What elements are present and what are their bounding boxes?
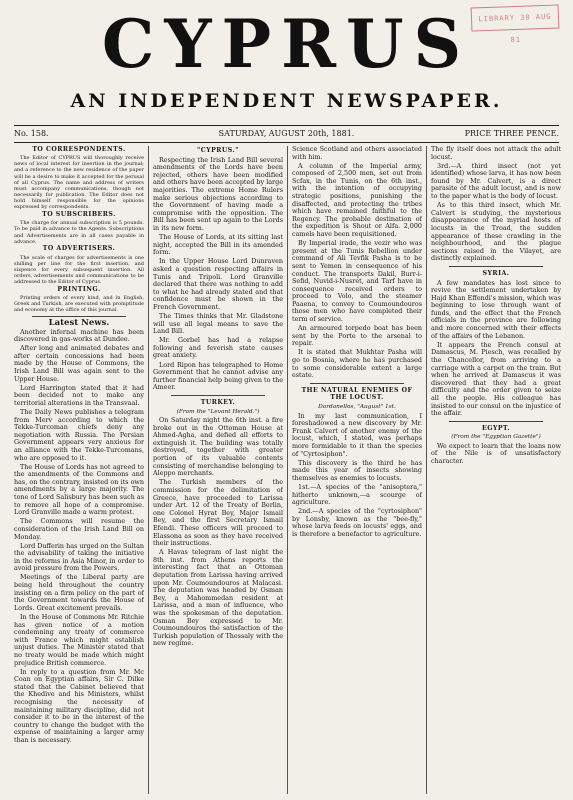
article-paragraph: We expect to learn that the loans now of the Nile is of unsatisfactory character. <box>431 441 561 466</box>
column-rule <box>287 146 288 794</box>
news-item: In the House of Commons Mr. Ritchie has given notice of a motion condemning any treaty of commerce with France which might establish unjust duties. The Minister stated that no treaty would be made which might prejudice British commerce. <box>14 612 144 667</box>
news-item: Lord Harrington stated that it had been decided not to make any territorial alterations in the Transvaal. <box>14 383 144 407</box>
divider <box>449 266 543 267</box>
article-paragraph: It is stated that Mukhtar Pasha will go to Bosnia, where he has purchased to some considerable extent a large estate. <box>292 348 422 380</box>
column-rule <box>148 146 149 794</box>
article-paragraph: 2nd.—A species of the "cyrtosiphon" by Lonsby, known as the "bee-fly," whose larva feeds on locusts' eggs, and is therefore a benefactor to agriculture. <box>292 507 422 538</box>
news-item: The Daily News publishes a telegram from Merv according to which the Tekke-Turcoman chiefs deny any negotiation with Russia. The Persian Government appears very anxious for an alliance with the Tekke-Turcomans, who are opposed to it. <box>14 408 144 462</box>
masthead-subtitle: AN INDEPENDENT NEWSPAPER. <box>70 90 503 112</box>
article-paragraph: Science Scotland and others associated with him. <box>292 146 422 161</box>
article-paragraph: This discovery is the third he has made this year of insects showing themselves as enemies to locusts. <box>292 458 422 482</box>
article-paragraph: The House of Lords, at its sitting last night, accepted the Bill in its amended form. <box>153 233 283 257</box>
issue-number: No. 158. <box>14 129 49 138</box>
article-paragraph: 3rd.—A third insect (not yet identified) whose larva, it has now been found by Mr. Calvert, is a direct parasite of the adult locust, and is now to the paper what is the body of locust. <box>431 161 561 201</box>
article-source: (From the "Levant Herald.") <box>176 408 260 415</box>
news-item: Meetings of the Liberal party are being held throughout the country insisting on a firm policy on the part of the Government towards the House of Lords. Great excitement prevails. <box>14 573 144 612</box>
issue-price: PRICE THREE PENCE. <box>464 129 559 138</box>
issue-date: SATURDAY, AUGUST 20th, 1881. <box>218 129 355 138</box>
article-paragraph: In the Upper House Lord Dunraven asked a question respecting affairs in Tunis and Tripoli. Lord Granville declared that there was nothing to add to what he had already stated and that confidence must be shown in the French Government. <box>153 257 283 311</box>
library-stamp: LIBRARY 30 AUG 81 <box>471 4 560 31</box>
dateline <box>14 125 559 143</box>
article-paragraph: Mr. Gorbel has had a relapse following and feverish state causes great anxiety. <box>153 336 283 360</box>
section-heading: PRINTING. <box>57 285 101 293</box>
news-item: Lord Dufferin has urged on the Sultan the advisability of taking the initiative in the reforms in Asia Minor, in order to avoid pressure from the Powers. <box>14 541 144 573</box>
article-paragraph: As to this third insect, which Mr. Calvert is studying, the mysterious disappearance of the myriad hosts of locusts in the Troad, the sudden appearance of these crawling in the neighbourhood, and the plague sections raised in the Vilayet, are distinctly explained. <box>431 201 561 263</box>
article-paragraph: On Saturday night the 6th inst. a fire broke out in the Ottoman House at Ahmed-Agha, and defied all efforts to extinguish it. The building was totally destroyed, together with greater portion of its valuable contents consisting of merchandise belonging to Aleppo merchants. <box>153 416 283 478</box>
divider <box>171 395 265 396</box>
article-paragraph: 1st.—A species of the "anisoptera," hitherto unknown,—a scourge of agriculture. <box>292 482 422 507</box>
article-paragraph: The Turkish members of the commission for the delimitation of Greece, have proceeded to Larissa under Art. 12 of the Treaty of Berlin, one Colonel Hyrat Bey, Major Ismail Bey, and the first Secretary Ismail Efendi. These officers will proceed to Elassona as soon as they have received their instructions. <box>153 478 283 548</box>
section-heading: THE NATURAL ENEMIES OF THE LOCUST. <box>301 386 413 402</box>
article-source: Dardanellos, "August" 1st. <box>318 404 396 410</box>
article-paragraph: By Imperial irade, the vezir who was present at the Tunis Rebellion under command of Ali Tevfik Pasha is to be sent to Yemen in consequence of his conduct. The transports Dakil, Burr-i-Sefid, Nuvid-i-Nusret, and Tarf have in consequence received orders to proceed to Volo, and the steamer Paaena, to convey to Coumoundouros those men who have completed their term of service. <box>292 239 422 324</box>
column-1 <box>14 146 144 794</box>
news-item: The House of Lords has not agreed to the amendments of the Commons and has, on the contrary, insisted on its own amendments by a large majority. The tone of Lord Salisbury has been such as to remove all hope of a compromise. Lord Granville made a warm protest. <box>14 462 144 517</box>
latest-news-heading: Latest News. <box>48 318 110 329</box>
divider <box>449 421 543 422</box>
section-heading: TURKEY. <box>200 398 236 406</box>
news-item: In reply to a question from Mr. Mc Coan on Egyptian affairs, Sir C. Dilke stated that the Cabinet believed that the Khedive and his Ministers, whilst recognising the necessity of maintaining military discipline, did not consider it to be in the interest of the country to change the budget with the expense of maintaining a larger army than is necessary. <box>14 667 144 744</box>
article-paragraph: A Havas telegram of last night the 8th inst. from Athens reports the interesting fact that an Ottoman deputation from Larissa having arrived upon Mr. Coumoundouros at Malacasi. The deputation was headed by Osman Bey, a Mahommedan resident at Larissa, and a man of influence, who was the spokesman of the deputation. Osman Bey expressed to Mr. Coumoundouros the satisfaction of the Turkish population of Thessaly with the new regime. <box>153 548 283 648</box>
article-paragraph: A column of the Imperial army, composed of 2,500 men, set out from Scfax, in the Tunis, on the 6th inst., with the intention of occupying strategic positions, punishing the disaffected, and protecting the tribes which have remained faithful to the Regency. The probable destination of the expedition is Shout or Alfa. 2,000 camels have been requisitioned. <box>292 161 422 239</box>
article-paragraph: It appears the French consul at Damascus, M. Piesch, was recalled by the Chancellor, from arriving to a carriage with a carpet on the train. But when he arrived at Damascus it was discovered that they had a great difficulty and the order given to seize all the people. His colleague has insisted to our consul on the injustice of the affair. <box>431 340 561 418</box>
notice-text: The scale of charges for advertisements is one shilling per line for the first insertion, and sixpence for every subsequent insertion. All orders, advertisements and communications to be addressed to the Editor of Cyprus. <box>14 254 144 286</box>
notice-text: Printing orders of every kind, and in English, Greek and Turkish, are executed with promptitude and economy at the office of this journal. <box>14 294 144 314</box>
article-paragraph: Lord Ripon has telegraphed to Home Government that he cannot advise any further financial help being given to the Ameer. <box>153 360 283 392</box>
column-2 <box>153 146 283 794</box>
section-heading: SYRIA. <box>482 269 510 277</box>
column-rule <box>426 146 427 794</box>
column-4 <box>431 146 561 794</box>
section-heading: TO SUBSCRIBERS. <box>42 211 116 219</box>
article-paragraph: An armoured torpedo boat has been sent by the Porte to the arsenal to repair. <box>292 324 422 348</box>
article-paragraph: A few mandates has lost since to revive the settlement undertaken by Hajd Khan Effendi's mission, which was beginning to lose through want of funds, and the effect that the French officials in the province are following and more concerned with their effects of the affairs of the Lebanon. <box>431 278 561 340</box>
section-heading: EGYPT. <box>481 424 511 432</box>
divider <box>310 383 404 384</box>
section-heading: TO ADVERTISERS. <box>42 245 116 253</box>
article-source: (From the "Egyptian Gazette") <box>451 434 541 441</box>
notice-text: The Editor of CYPRUS will thoroughly receive news of local interest for insertion in the journal; and a reference to the new residence of the paper will be a desire to make it accepted for the perusal of all Cyprus. The name and address of writers must accompany communications, though not necessarily for publication. The Editor does not hold himself responsible for the opinions expressed by correspondents. <box>14 155 144 211</box>
article-paragraph: The fly itself does not attack the adult locust. <box>431 146 561 161</box>
article-paragraph: The Times thinks that Mr. Gladstone will use all legal means to save the Land Bill. <box>153 311 283 336</box>
news-item: The Commons will resume the consideration of the Irish Land Bill on Monday. <box>14 517 144 541</box>
notice-text: The charge for annual subscription is 5 pounds. To be paid in advance to the Agents. Subscriptions and Advertisements are in all cases payable in advance. <box>14 220 144 245</box>
article-paragraph: In my last communication, I foreshadowed a new discovery by Mr. Frank Calvert of another enemy of the locust, which, I stated, was perhaps more formidable to it than the species of "Cyrtosiphon". <box>292 411 422 458</box>
article-paragraph: Respecting the Irish Land Bill several amendments of the Lords have been rejected, others have been modified and others have been accepted by large majorities. The extreme Home Rulers make serious objections according to the Government of having made a compromise with the opposition. The Bill has been sent up again to the Lords in its new form. <box>153 155 283 232</box>
divider <box>32 316 126 317</box>
news-item: Another infernal machine has been discovered in gas-works at Dundee. <box>14 327 144 344</box>
news-item: After long and animated debates and after certain concessions had been made by the House of Commons, the Irish Land Bill was again sent to the Upper House. <box>14 344 144 383</box>
section-heading: "CYPRUS." <box>197 147 239 154</box>
section-heading: TO CORRESPONDENTS. <box>32 146 126 153</box>
masthead-title: CYPRUS <box>101 5 472 83</box>
column-3 <box>292 146 422 794</box>
article-columns <box>14 146 559 796</box>
